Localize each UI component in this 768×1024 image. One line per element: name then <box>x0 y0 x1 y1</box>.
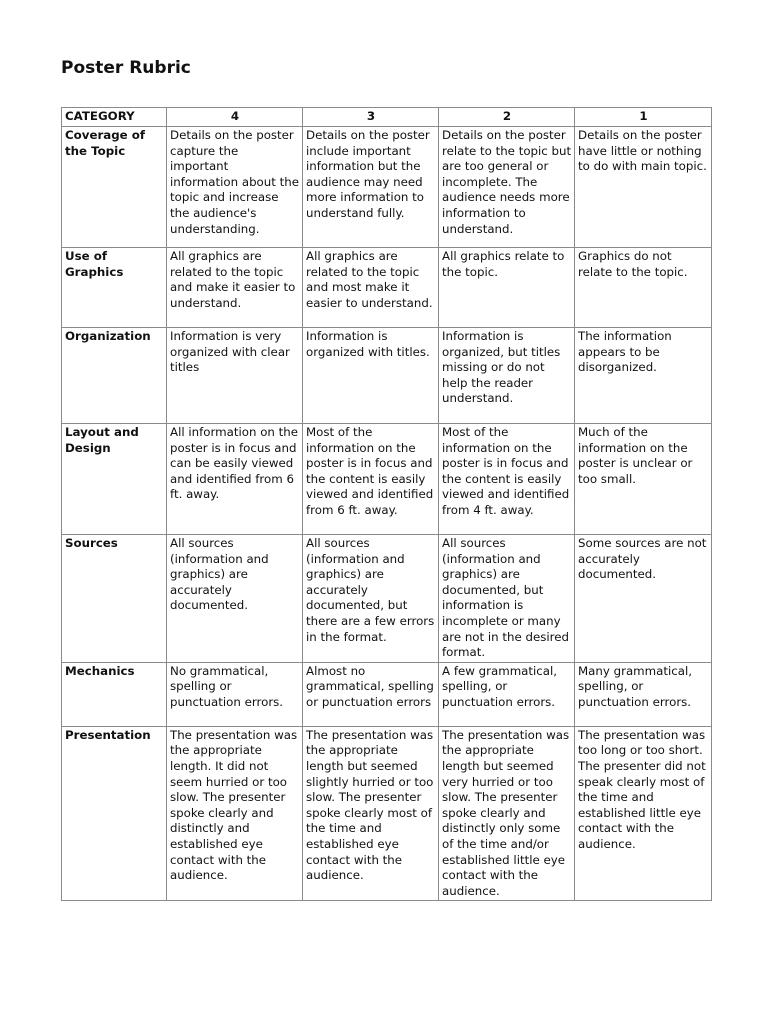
score-3-cell: All graphics are related to the topic and most make it easier to understand. <box>303 248 439 328</box>
header-score-3: 3 <box>303 108 439 127</box>
score-1-cell: Much of the information on the poster is unclear or too small. <box>575 424 712 535</box>
score-2-cell: All graphics relate to the topic. <box>439 248 575 328</box>
table-row <box>62 248 712 328</box>
score-4-cell: All graphics are related to the topic and make it easier to understand. <box>167 248 303 328</box>
score-1-cell: The presentation was too long or too short. The presenter did not speak clearly most of the time and established little eye contact with the audience. <box>575 726 712 901</box>
score-3-cell: Information is organized with titles. <box>303 328 439 424</box>
score-2-cell: The presentation was the appropriate length but seemed very hurried or too slow. The presenter spoke clearly and distinctly only some of the time and/or established little eye contact with the audience. <box>439 726 575 901</box>
category-cell: Mechanics <box>62 662 167 726</box>
score-4-cell: No grammatical, spelling or punctuation errors. <box>167 662 303 726</box>
score-1-cell: Details on the poster have little or nothing to do with main topic. <box>575 127 712 248</box>
score-2-cell: Details on the poster relate to the topic but are too general or incomplete. The audience needs more information to understand. <box>439 127 575 248</box>
category-cell: Coverage of the Topic <box>62 127 167 248</box>
score-4-cell: All information on the poster is in focus and can be easily viewed and identified from 6 ft. away. <box>167 424 303 535</box>
score-3-cell: Details on the poster include important information but the audience may need more information to understand fully. <box>303 127 439 248</box>
category-cell: Organization <box>62 328 167 424</box>
score-2-cell: A few grammatical, spelling, or punctuation errors. <box>439 662 575 726</box>
category-cell: Presentation <box>62 726 167 901</box>
score-3-cell: All sources (information and graphics) are accurately documented, but there are a few errors in the format. <box>303 535 439 663</box>
score-3-cell: Almost no grammatical, spelling or punctuation errors <box>303 662 439 726</box>
header-score-4: 4 <box>167 108 303 127</box>
table-row <box>62 424 712 535</box>
category-cell: Use of Graphics <box>62 248 167 328</box>
score-2-cell: Most of the information on the poster is in focus and the content is easily viewed and identified from 4 ft. away. <box>439 424 575 535</box>
header-score-1: 1 <box>575 108 712 127</box>
score-2-cell: All sources (information and graphics) are documented, but information is incomplete or many are not in the desired format. <box>439 535 575 663</box>
score-4-cell: All sources (information and graphics) are accurately documented. <box>167 535 303 663</box>
rubric-table <box>61 107 712 901</box>
score-1-cell: The information appears to be disorganized. <box>575 328 712 424</box>
table-row <box>62 127 712 248</box>
header-category: CATEGORY <box>62 108 167 127</box>
page-title: Poster Rubric <box>61 58 191 78</box>
header-row <box>62 108 712 127</box>
category-cell: Layout and Design <box>62 424 167 535</box>
table-row <box>62 328 712 424</box>
table-row <box>62 662 712 726</box>
score-4-cell: The presentation was the appropriate length. It did not seem hurried or too slow. The presenter spoke clearly and distinctly and established eye contact with the audience. <box>167 726 303 901</box>
score-3-cell: Most of the information on the poster is in focus and the content is easily viewed and identified from 6 ft. away. <box>303 424 439 535</box>
table-row <box>62 726 712 901</box>
score-2-cell: Information is organized, but titles missing or do not help the reader understand. <box>439 328 575 424</box>
score-1-cell: Graphics do not relate to the topic. <box>575 248 712 328</box>
table-row <box>62 535 712 663</box>
score-4-cell: Details on the poster capture the important information about the topic and increase the audience's understanding. <box>167 127 303 248</box>
score-1-cell: Many grammatical, spelling, or punctuation errors. <box>575 662 712 726</box>
score-4-cell: Information is very organized with clear titles <box>167 328 303 424</box>
category-cell: Sources <box>62 535 167 663</box>
header-score-2: 2 <box>439 108 575 127</box>
score-3-cell: The presentation was the appropriate length but seemed slightly hurried or too slow. The presenter spoke clearly most of the time and established eye contact with the audience. <box>303 726 439 901</box>
score-1-cell: Some sources are not accurately documented. <box>575 535 712 663</box>
